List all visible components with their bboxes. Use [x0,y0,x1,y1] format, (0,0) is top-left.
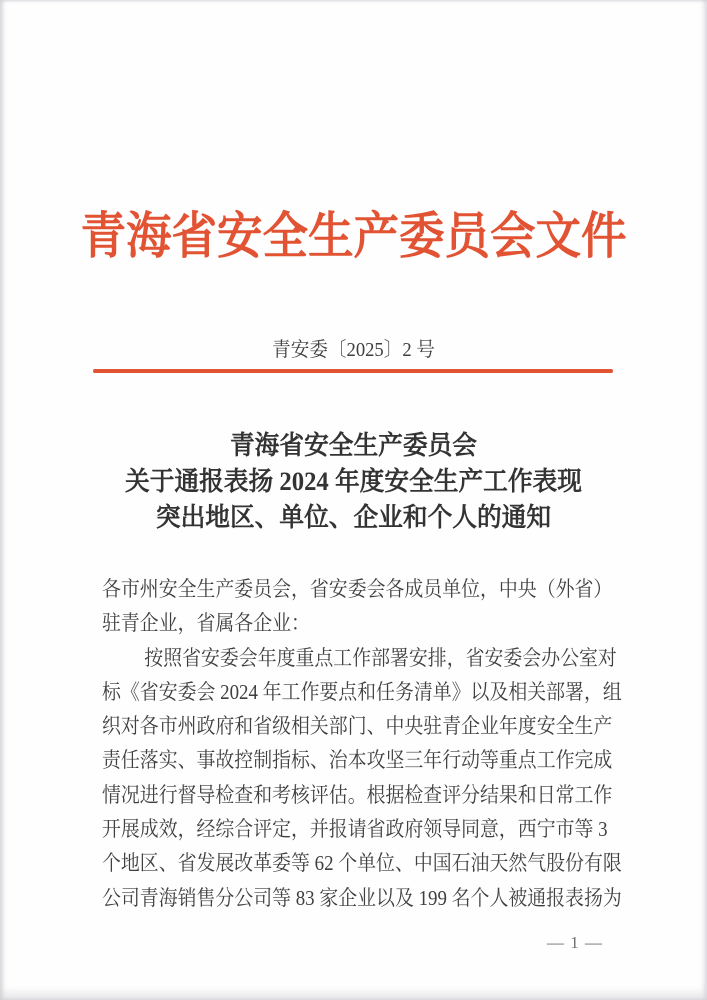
body-line: 织对各市州政府和省级相关部门、中央驻青企业年度安全生产 [102,714,613,739]
notice-body [102,572,620,915]
notice-title-line-1: 青海省安全生产委员会 [229,431,477,460]
document-number: 青安委〔2025〕2 号 [272,339,435,361]
body-line: 各市州安全生产委员会，省安委会各成员单位，中央（外省） [102,577,613,601]
notice-title [18,428,690,536]
document-header-title: 青海省安全生产委员会文件 [80,208,627,264]
notice-title-line-3: 突出地区、单位、企业和个人的通知 [155,503,552,532]
body-line: 驻青企业，省属各企业： [102,611,310,636]
body-line: 公司青海销售分公司等 83 家企业以及 199 名个人被通报表扬为 [102,885,622,910]
body-line: 开展成效，经综合评定，并报请省政府领导同意，西宁市等 3 [102,817,608,842]
body-line: 情况进行督导检查和考核评估。根据检查评分结果和日常工作 [102,782,613,807]
header-divider-line [93,369,613,373]
body-line: 按照省安委会年度重点工作部署安排，省安委会办公室对 [144,645,617,670]
notice-title-line-2: 关于通报表扬 2024 年度安全生产工作表现 [125,467,582,496]
body-line: 责任落实、事故控制指标、治本攻坚三年行动等重点工作完成 [102,748,613,773]
body-line: 标《省安委会 2024 年工作要点和任务清单》以及相关部署，组 [102,679,622,704]
body-line: 个地区、省发展改革委等 62 个单位、中国石油天然气股份有限 [102,851,622,876]
page-number: — 1 — [547,933,603,952]
